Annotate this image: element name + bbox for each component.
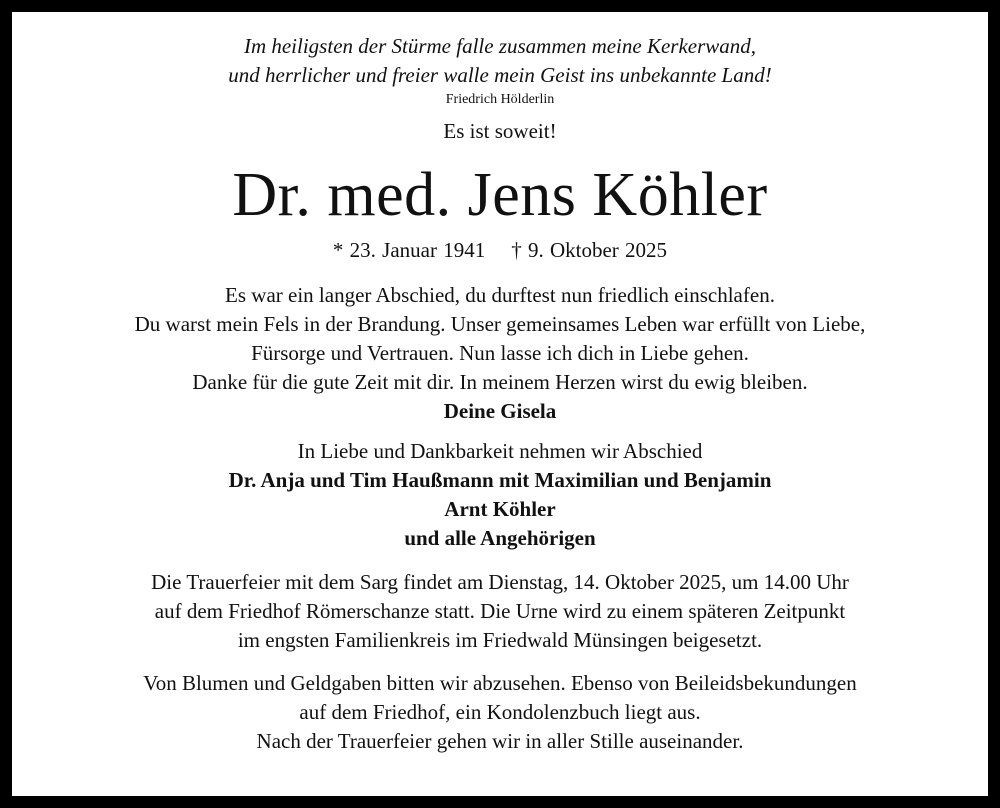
farewell-line: Du warst mein Fels in der Brandung. Unser gemeinsames Leben war erfüllt von Liebe, — [134, 312, 866, 336]
intro-text: Es ist soweit! — [443, 119, 557, 143]
service-line: Die Trauerfeier mit dem Sarg findet am Dienstag, 14. Oktober 2025, um 14.00 Uhr — [151, 570, 849, 594]
epigraph — [12, 12, 988, 110]
mourner-name: und alle Angehörigen — [404, 526, 596, 550]
farewell-line: Fürsorge und Vertrauen. Nun lasse ich dich in Liebe gehen. — [251, 341, 749, 365]
notes-line: Von Blumen und Geldgaben bitten wir abzusehen. Ebenso von Beileidsbekundungen — [143, 671, 857, 695]
notes-line: auf dem Friedhof, ein Kondolenzbuch liegt aus. — [299, 700, 701, 724]
epigraph-line: Im heiligsten der Stürme falle zusammen meine Kerkerwand, — [243, 34, 757, 58]
farewell-line: Danke für die gute Zeit mit dir. In meinem Herzen wirst du ewig bleiben. — [192, 370, 808, 394]
birth-date: * 23. Januar 1941 — [332, 238, 486, 262]
farewell-signature: Deine Gisela — [443, 399, 557, 423]
notes-line: Nach der Trauerfeier gehen wir in aller Stille auseinander. — [256, 729, 744, 753]
obituary-notice — [12, 12, 988, 796]
farewell-message — [12, 281, 988, 425]
closing-notes — [12, 669, 988, 756]
service-line: auf dem Friedhof Römerschanze statt. Die Urne wird zu einem späteren Zeitpunkt — [154, 599, 846, 623]
service-details — [12, 568, 988, 655]
mourners-intro: In Liebe und Dankbarkeit nehmen wir Abschied — [297, 439, 703, 463]
deceased-name: Dr. med. Jens Köhler — [232, 161, 768, 229]
mourner-name: Dr. Anja und Tim Haußmann mit Maximilian und Benjamin — [228, 468, 772, 492]
obituary-content — [12, 12, 988, 756]
mourner-name: Arnt Köhler — [444, 497, 556, 521]
farewell-line: Es war ein langer Abschied, du durftest nun friedlich einschlafen. — [225, 283, 775, 307]
epigraph-line: und herrlicher und freier walle mein Geist ins unbekannte Land! — [228, 63, 772, 87]
death-date: † 9. Oktober 2025 — [511, 238, 668, 262]
life-dates — [12, 237, 988, 263]
epigraph-author: Friedrich Hölderlin — [445, 92, 555, 107]
service-line: im engsten Familienkreis im Friedwald Münsingen beigesetzt. — [237, 628, 763, 652]
mourners-block — [12, 437, 988, 553]
